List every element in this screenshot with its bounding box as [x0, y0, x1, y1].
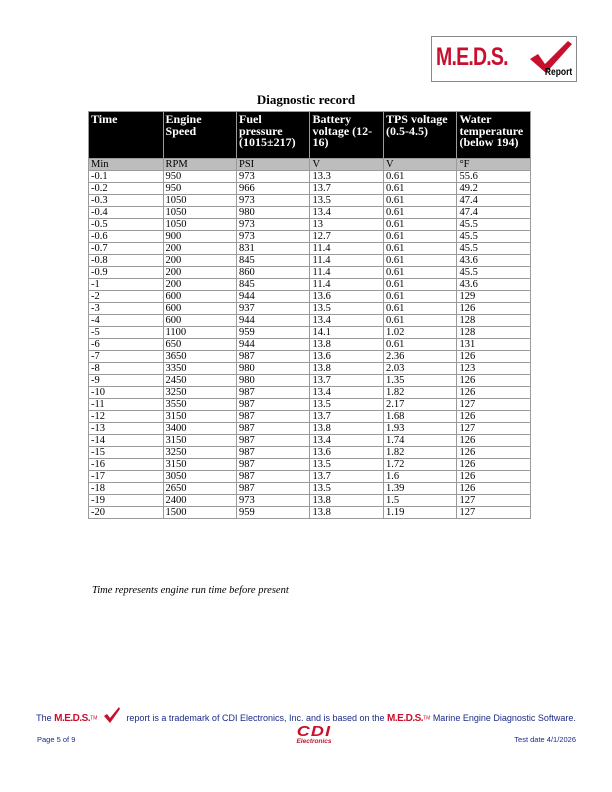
cell-fuel-pressure: 987	[237, 399, 310, 411]
cell-time: -12	[89, 411, 164, 423]
cell-engine-speed: 900	[163, 231, 236, 243]
cell-time: -11	[89, 399, 164, 411]
cell-fuel-pressure: 845	[237, 255, 310, 267]
cell-water-temperature: 126	[457, 447, 531, 459]
cell-time: -18	[89, 483, 164, 495]
cell-water-temperature: 43.6	[457, 255, 531, 267]
cell-engine-speed: 3150	[163, 435, 236, 447]
cell-battery-voltage: 13.8	[310, 495, 383, 507]
trademark-prefix: The	[36, 713, 52, 723]
cell-water-temperature: 126	[457, 471, 531, 483]
cell-tps-voltage: 0.61	[383, 267, 456, 279]
table-row	[89, 435, 531, 447]
table-footnote: Time represents engine run time before present	[92, 585, 289, 596]
cell-fuel-pressure: 987	[237, 387, 310, 399]
cell-tps-voltage: 1.82	[383, 447, 456, 459]
table-row	[89, 315, 531, 327]
cell-tps-voltage: 1.5	[383, 495, 456, 507]
cell-engine-speed: 2400	[163, 495, 236, 507]
cell-time: -17	[89, 471, 164, 483]
table-row	[89, 375, 531, 387]
cell-engine-speed: 200	[163, 243, 236, 255]
cell-time: -8	[89, 363, 164, 375]
column-header-time: Time	[89, 112, 164, 159]
table-row	[89, 183, 531, 195]
table-row	[89, 363, 531, 375]
cell-time: -14	[89, 435, 164, 447]
cell-battery-voltage: 13.5	[310, 195, 383, 207]
cell-fuel-pressure: 973	[237, 231, 310, 243]
cell-fuel-pressure: 987	[237, 483, 310, 495]
cell-fuel-pressure: 987	[237, 459, 310, 471]
cell-engine-speed: 3150	[163, 411, 236, 423]
tm-mark: TM	[423, 715, 431, 722]
cell-battery-voltage: 13.8	[310, 339, 383, 351]
page-number: Page 5 of 9	[37, 735, 76, 744]
cell-water-temperature: 49.2	[457, 183, 531, 195]
cell-engine-speed: 600	[163, 315, 236, 327]
table-row	[89, 411, 531, 423]
cell-water-temperature: 126	[457, 387, 531, 399]
table-row	[89, 255, 531, 267]
cell-battery-voltage: 13.5	[310, 483, 383, 495]
cell-engine-speed: 1050	[163, 219, 236, 231]
cell-time: -19	[89, 495, 164, 507]
cell-water-temperature: 127	[457, 423, 531, 435]
cell-tps-voltage: 1.74	[383, 435, 456, 447]
cell-time: -0.9	[89, 267, 164, 279]
cell-engine-speed: 3250	[163, 387, 236, 399]
cell-fuel-pressure: 973	[237, 495, 310, 507]
trademark-middle: report is a trademark of CDI Electronics, Inc. and is based on the	[126, 713, 385, 723]
cell-tps-voltage: 0.61	[383, 279, 456, 291]
cell-engine-speed: 1050	[163, 195, 236, 207]
cell-fuel-pressure: 987	[237, 411, 310, 423]
cell-tps-voltage: 2.17	[383, 399, 456, 411]
table-row	[89, 219, 531, 231]
cell-tps-voltage: 1.19	[383, 507, 456, 519]
cell-fuel-pressure: 937	[237, 303, 310, 315]
cell-tps-voltage: 1.6	[383, 471, 456, 483]
cell-battery-voltage: 13.8	[310, 423, 383, 435]
cell-engine-speed: 2450	[163, 375, 236, 387]
cell-tps-voltage: 0.61	[383, 255, 456, 267]
cell-water-temperature: 126	[457, 303, 531, 315]
checkmark-icon	[103, 707, 121, 723]
cell-water-temperature: 126	[457, 411, 531, 423]
cell-engine-speed: 950	[163, 183, 236, 195]
meds-logo-text: M.E.D.S.	[436, 43, 508, 71]
cell-battery-voltage: 11.4	[310, 255, 383, 267]
cell-fuel-pressure: 987	[237, 423, 310, 435]
cell-battery-voltage: 13.4	[310, 435, 383, 447]
cell-fuel-pressure: 959	[237, 327, 310, 339]
cell-battery-voltage: 13.6	[310, 447, 383, 459]
cell-time: -2	[89, 291, 164, 303]
cell-tps-voltage: 0.61	[383, 315, 456, 327]
cell-engine-speed: 3400	[163, 423, 236, 435]
cell-tps-voltage: 0.61	[383, 339, 456, 351]
cell-water-temperature: 128	[457, 315, 531, 327]
cell-engine-speed: 600	[163, 303, 236, 315]
table-row	[89, 291, 531, 303]
cell-engine-speed: 1050	[163, 207, 236, 219]
cell-engine-speed: 200	[163, 267, 236, 279]
cell-time: -0.5	[89, 219, 164, 231]
column-header-water-temperature: Water temperature (below 194)	[457, 112, 531, 159]
cell-tps-voltage: 1.72	[383, 459, 456, 471]
cdi-logo-sub: Electronics	[296, 738, 332, 745]
cell-tps-voltage: 1.39	[383, 483, 456, 495]
cell-water-temperature: 45.5	[457, 243, 531, 255]
cell-fuel-pressure: 987	[237, 447, 310, 459]
cell-engine-speed: 3550	[163, 399, 236, 411]
cdi-electronics-logo	[289, 725, 339, 747]
unit-cell: PSI	[237, 159, 310, 171]
meds-logo-report: Report	[544, 67, 572, 78]
cell-time: -0.3	[89, 195, 164, 207]
table-row	[89, 399, 531, 411]
cell-water-temperature: 45.5	[457, 267, 531, 279]
cell-water-temperature: 47.4	[457, 195, 531, 207]
unit-cell: RPM	[163, 159, 236, 171]
table-row	[89, 195, 531, 207]
table-row	[89, 303, 531, 315]
cell-water-temperature: 126	[457, 351, 531, 363]
cell-time: -0.7	[89, 243, 164, 255]
cell-time: -3	[89, 303, 164, 315]
cell-fuel-pressure: 944	[237, 339, 310, 351]
cell-battery-voltage: 13	[310, 219, 383, 231]
table-row	[89, 243, 531, 255]
units-row	[89, 159, 531, 171]
cell-battery-voltage: 13.7	[310, 375, 383, 387]
cell-tps-voltage: 0.61	[383, 291, 456, 303]
cell-tps-voltage: 0.61	[383, 303, 456, 315]
cell-fuel-pressure: 980	[237, 363, 310, 375]
table-row	[89, 207, 531, 219]
cell-time: -10	[89, 387, 164, 399]
cell-fuel-pressure: 944	[237, 315, 310, 327]
cell-engine-speed: 200	[163, 279, 236, 291]
cell-battery-voltage: 11.4	[310, 279, 383, 291]
cell-engine-speed: 3350	[163, 363, 236, 375]
cell-fuel-pressure: 845	[237, 279, 310, 291]
cell-time: -7	[89, 351, 164, 363]
diagnostic-table	[88, 111, 531, 519]
table-row	[89, 507, 531, 519]
cell-tps-voltage: 1.68	[383, 411, 456, 423]
cell-water-temperature: 45.5	[457, 231, 531, 243]
cell-time: -0.8	[89, 255, 164, 267]
column-header-fuel-pressure: Fuel pressure (1015±217)	[237, 112, 310, 159]
cell-engine-speed: 650	[163, 339, 236, 351]
cell-fuel-pressure: 987	[237, 435, 310, 447]
cell-water-temperature: 55.6	[457, 171, 531, 183]
cell-battery-voltage: 13.7	[310, 183, 383, 195]
cell-water-temperature: 126	[457, 483, 531, 495]
cell-tps-voltage: 2.03	[383, 363, 456, 375]
cell-time: -1	[89, 279, 164, 291]
cell-battery-voltage: 12.7	[310, 231, 383, 243]
cell-time: -20	[89, 507, 164, 519]
cell-water-temperature: 131	[457, 339, 531, 351]
cell-battery-voltage: 13.5	[310, 303, 383, 315]
cell-water-temperature: 126	[457, 435, 531, 447]
cell-battery-voltage: 13.5	[310, 459, 383, 471]
cell-water-temperature: 129	[457, 291, 531, 303]
cell-battery-voltage: 13.3	[310, 171, 383, 183]
table-row	[89, 423, 531, 435]
cell-tps-voltage: 1.82	[383, 387, 456, 399]
cell-water-temperature: 127	[457, 507, 531, 519]
cell-engine-speed: 1100	[163, 327, 236, 339]
table-row	[89, 267, 531, 279]
cell-battery-voltage: 13.6	[310, 351, 383, 363]
table-row	[89, 459, 531, 471]
unit-cell: V	[310, 159, 383, 171]
table-row	[89, 447, 531, 459]
cell-tps-voltage: 0.61	[383, 207, 456, 219]
meds-mark: M.E.D.S.	[387, 713, 424, 724]
cell-battery-voltage: 13.6	[310, 291, 383, 303]
table-row	[89, 327, 531, 339]
cell-engine-speed: 2650	[163, 483, 236, 495]
cell-engine-speed: 1500	[163, 507, 236, 519]
cell-battery-voltage: 13.4	[310, 207, 383, 219]
cell-battery-voltage: 13.5	[310, 399, 383, 411]
table-row	[89, 387, 531, 399]
cell-engine-speed: 950	[163, 171, 236, 183]
cell-battery-voltage: 11.4	[310, 267, 383, 279]
column-header-engine-speed: Engine Speed	[163, 112, 236, 159]
cell-tps-voltage: 1.02	[383, 327, 456, 339]
cell-water-temperature: 127	[457, 495, 531, 507]
tm-mark: TM	[90, 715, 98, 722]
table-row	[89, 483, 531, 495]
cell-water-temperature: 45.5	[457, 219, 531, 231]
cell-time: -5	[89, 327, 164, 339]
cell-tps-voltage: 0.61	[383, 219, 456, 231]
cell-time: -13	[89, 423, 164, 435]
cell-tps-voltage: 0.61	[383, 171, 456, 183]
cell-tps-voltage: 0.61	[383, 183, 456, 195]
cell-fuel-pressure: 973	[237, 219, 310, 231]
cell-time: -0.2	[89, 183, 164, 195]
cell-fuel-pressure: 959	[237, 507, 310, 519]
cell-battery-voltage: 13.8	[310, 507, 383, 519]
cell-fuel-pressure: 980	[237, 375, 310, 387]
cell-water-temperature: 126	[457, 459, 531, 471]
cell-fuel-pressure: 973	[237, 171, 310, 183]
cell-battery-voltage: 13.7	[310, 411, 383, 423]
unit-cell: Min	[89, 159, 164, 171]
cell-fuel-pressure: 944	[237, 291, 310, 303]
cell-engine-speed: 3150	[163, 459, 236, 471]
cell-battery-voltage: 13.7	[310, 471, 383, 483]
meds-mark: M.E.D.S.	[54, 713, 91, 724]
cell-engine-speed: 3250	[163, 447, 236, 459]
table-row	[89, 279, 531, 291]
cell-battery-voltage: 11.4	[310, 243, 383, 255]
table-row	[89, 351, 531, 363]
trademark-suffix: Marine Engine Diagnostic Software.	[432, 713, 576, 723]
cell-time: -0.1	[89, 171, 164, 183]
cell-time: -6	[89, 339, 164, 351]
cell-time: -4	[89, 315, 164, 327]
cell-engine-speed: 3650	[163, 351, 236, 363]
table-header-row	[89, 112, 531, 159]
cell-water-temperature: 123	[457, 363, 531, 375]
cell-water-temperature: 43.6	[457, 279, 531, 291]
cell-engine-speed: 600	[163, 291, 236, 303]
cell-water-temperature: 126	[457, 375, 531, 387]
cell-battery-voltage: 13.4	[310, 387, 383, 399]
cell-tps-voltage: 0.61	[383, 195, 456, 207]
table-row	[89, 171, 531, 183]
unit-cell: °F	[457, 159, 531, 171]
column-header-tps-voltage: TPS voltage (0.5-4.5)	[383, 112, 456, 159]
cell-engine-speed: 3050	[163, 471, 236, 483]
unit-cell: V	[383, 159, 456, 171]
column-header-battery-voltage: Battery voltage (12-16)	[310, 112, 383, 159]
cell-tps-voltage: 1.93	[383, 423, 456, 435]
cdi-logo-main: CDI	[296, 723, 332, 740]
cell-time: -0.6	[89, 231, 164, 243]
page-title: Diagnostic record	[256, 92, 356, 107]
table-row	[89, 495, 531, 507]
cell-fuel-pressure: 987	[237, 351, 310, 363]
table-row	[89, 339, 531, 351]
cell-battery-voltage: 13.8	[310, 363, 383, 375]
cell-water-temperature: 47.4	[457, 207, 531, 219]
cell-engine-speed: 200	[163, 255, 236, 267]
cell-fuel-pressure: 980	[237, 207, 310, 219]
cell-battery-voltage: 13.4	[310, 315, 383, 327]
cell-water-temperature: 127	[457, 399, 531, 411]
cell-fuel-pressure: 860	[237, 267, 310, 279]
cell-battery-voltage: 14.1	[310, 327, 383, 339]
meds-report-logo	[431, 36, 577, 82]
test-date: Test date 4/1/2026	[514, 735, 576, 744]
cell-water-temperature: 128	[457, 327, 531, 339]
cell-fuel-pressure: 831	[237, 243, 310, 255]
cell-time: -16	[89, 459, 164, 471]
cell-tps-voltage: 2.36	[383, 351, 456, 363]
cell-time: -0.4	[89, 207, 164, 219]
table-row	[89, 231, 531, 243]
cell-fuel-pressure: 973	[237, 195, 310, 207]
cell-tps-voltage: 0.61	[383, 231, 456, 243]
cell-fuel-pressure: 966	[237, 183, 310, 195]
cell-tps-voltage: 0.61	[383, 243, 456, 255]
cell-tps-voltage: 1.35	[383, 375, 456, 387]
cell-fuel-pressure: 987	[237, 471, 310, 483]
trademark-notice	[0, 707, 612, 724]
cell-time: -9	[89, 375, 164, 387]
table-row	[89, 471, 531, 483]
cell-time: -15	[89, 447, 164, 459]
